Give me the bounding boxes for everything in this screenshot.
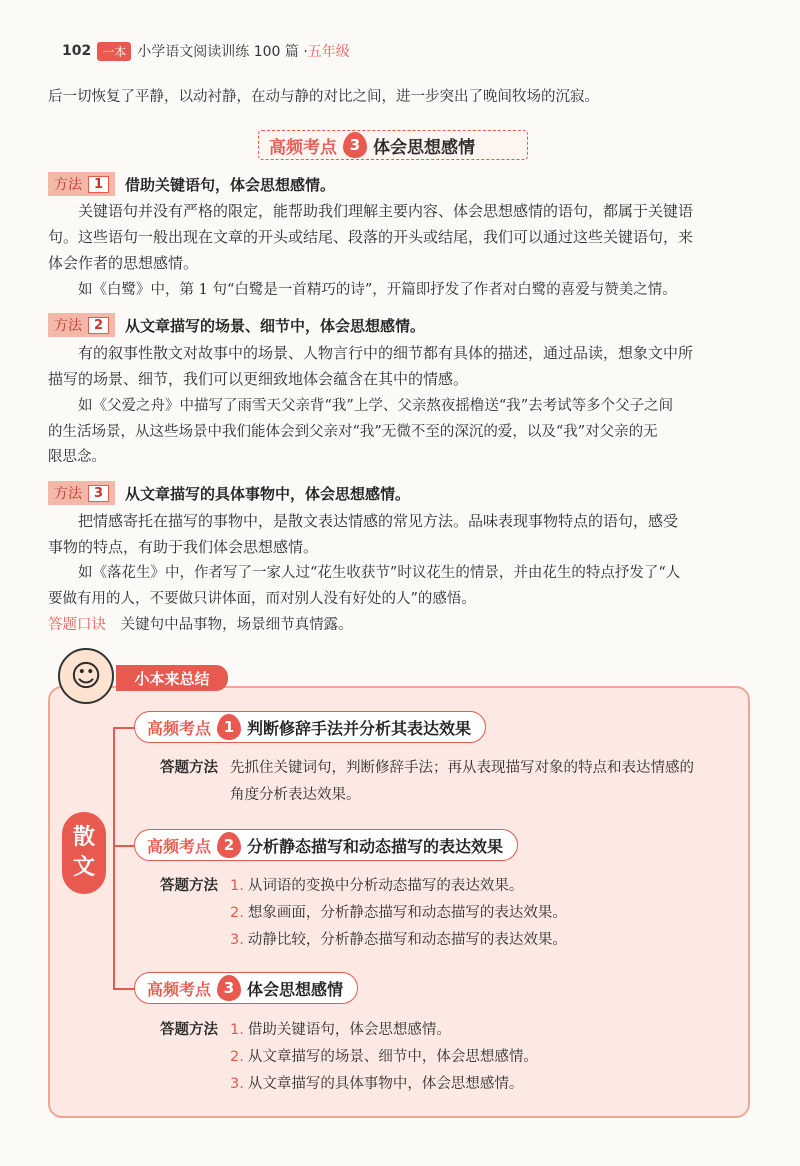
method-item: 1. 从词语的变换中分析动态描写的表达效果。 [230, 878, 524, 894]
method-item: 2. 从文章描写的场景、细节中，体会思想感情。 [230, 1049, 538, 1065]
method-3-heading [48, 481, 410, 505]
topic-label: 高频考点 [269, 137, 337, 158]
flame-number-icon: 1 [217, 714, 241, 740]
method-line: 先抓住关键词句，判断修辞手法；再从表现描写对象的特点和表达情感的 [230, 760, 694, 776]
method-3-example-line: 要做有用的人，不要做只讲体面，而对别人没有好处的人”的感悟。 [48, 591, 476, 607]
method-item: 1. 借助关键语句，体会思想感情。 [230, 1022, 451, 1038]
tree-connector [113, 845, 135, 847]
method-3-body-line: 事物的特点，有助于我们体会思想感情。 [48, 538, 319, 556]
page-number: 102 [62, 43, 92, 59]
method-item: 3. 动静比较，分析静态描写和动态描写的表达效果。 [230, 932, 567, 948]
point-label: 高频考点 [147, 979, 212, 999]
method-3-example-line: 如《落花生》中，作者写了一家人过“花生收获节”时议花生的情景，并由花生的特点抒发了“人 [78, 565, 681, 581]
method-line: 角度分析表达效果。 [230, 787, 361, 803]
book-title: 小学语文阅读训练 100 篇 · [137, 44, 308, 60]
method-title: 借助关键语句，体会思想感情。 [125, 175, 336, 194]
flame-number-icon: 3 [343, 132, 367, 158]
flame-number-icon: 3 [217, 975, 241, 1001]
summary-point-2 [134, 829, 518, 861]
method-label: 答题方法 [160, 1022, 218, 1038]
point-title: 分析静态描写和动态描写的表达效果 [247, 836, 504, 856]
tree-line [113, 727, 115, 989]
grade-label: 五年级 [307, 44, 350, 60]
method-2-body-line: 有的叙事性散文对故事中的场景、人物言行中的细节都有具体的描述，通过品读，想象文中所 [78, 344, 694, 362]
method-1-body-line: 体会作者的思想感情。 [48, 254, 199, 272]
series-badge: 一本 [97, 42, 131, 61]
method-2-heading [48, 313, 425, 337]
flame-number-icon: 2 [217, 832, 241, 858]
tree-connector [113, 727, 135, 729]
method-1-example-line: 如《白鹭》中，第 1 句“白鹭是一首精巧的诗”，开篇即抒发了作者对白鹭的喜爱与赞美之情。 [78, 282, 677, 298]
point-title: 判断修辞手法并分析其表达效果 [247, 718, 472, 738]
method-label: 答题方法 [160, 878, 218, 894]
method-2-example-line: 如《父爱之舟》中描写了雨雪天父亲背“我”上学、父亲熬夜摇橹送“我”去考试等多个父子之间 [78, 398, 674, 414]
summary-point-1 [134, 711, 486, 743]
method-2-example-line: 的生活场景，从这些场景中我们能体会到父亲对“我”无微不至的深沉的爱，以及“我”对父亲的无 [48, 424, 658, 440]
mascot-avatar-icon: ☺ [58, 648, 114, 704]
method-title: 从文章描写的具体事物中，体会思想感情。 [125, 484, 411, 503]
topic-title: 体会思想感情 [373, 137, 475, 158]
method-1-body-line: 关键语句并没有严格的限定，能帮助我们理解主要内容、体会思想感情的语句，都属于关键语 [78, 202, 694, 220]
method-item: 2. 想象画面，分析静态描写和动态描写的表达效果。 [230, 905, 567, 921]
method-3-body-line: 把情感寄托在描写的事物中，是散文表达情感的常见方法。品味表现事物特点的语句，感受 [78, 512, 679, 530]
point-title: 体会思想感情 [247, 979, 344, 999]
method-2-body-line: 描写的场景、细节，我们可以更细致地体会蕴含在其中的情感。 [48, 370, 469, 388]
summary-tag: 小本来总结 [116, 665, 228, 691]
intro-line: 后一切恢复了平静，以动衬静，在动与静的对比之间，进一步突出了晚间牧场的沉寂。 [48, 89, 599, 105]
method-tag: 方法 1 [48, 172, 115, 196]
method-2-example-line: 限思念。 [48, 449, 106, 465]
method-tag: 方法 3 [48, 481, 115, 505]
genre-badge: 散 文 [62, 812, 106, 894]
answer-tip [48, 614, 353, 636]
method-label: 答题方法 [160, 760, 218, 776]
tip-text: 关键句中品事物，场景细节真情露。 [120, 617, 353, 633]
page-header [62, 38, 350, 64]
method-item: 3. 从文章描写的具体事物中，体会思想感情。 [230, 1076, 524, 1092]
point-label: 高频考点 [147, 718, 212, 738]
method-1-heading [48, 172, 335, 196]
tip-label: 答题口诀 [48, 617, 106, 633]
summary-point-3 [134, 972, 358, 1004]
tree-connector [113, 988, 135, 990]
method-tag: 方法 2 [48, 313, 115, 337]
topic-banner [258, 130, 528, 160]
method-title: 从文章描写的场景、细节中，体会思想感情。 [125, 316, 426, 335]
point-label: 高频考点 [147, 836, 212, 856]
method-1-body-line: 句。这些语句一般出现在文章的开头或结尾、段落的开头或结尾，我们可以通过这些关键语句，来 [48, 228, 694, 246]
